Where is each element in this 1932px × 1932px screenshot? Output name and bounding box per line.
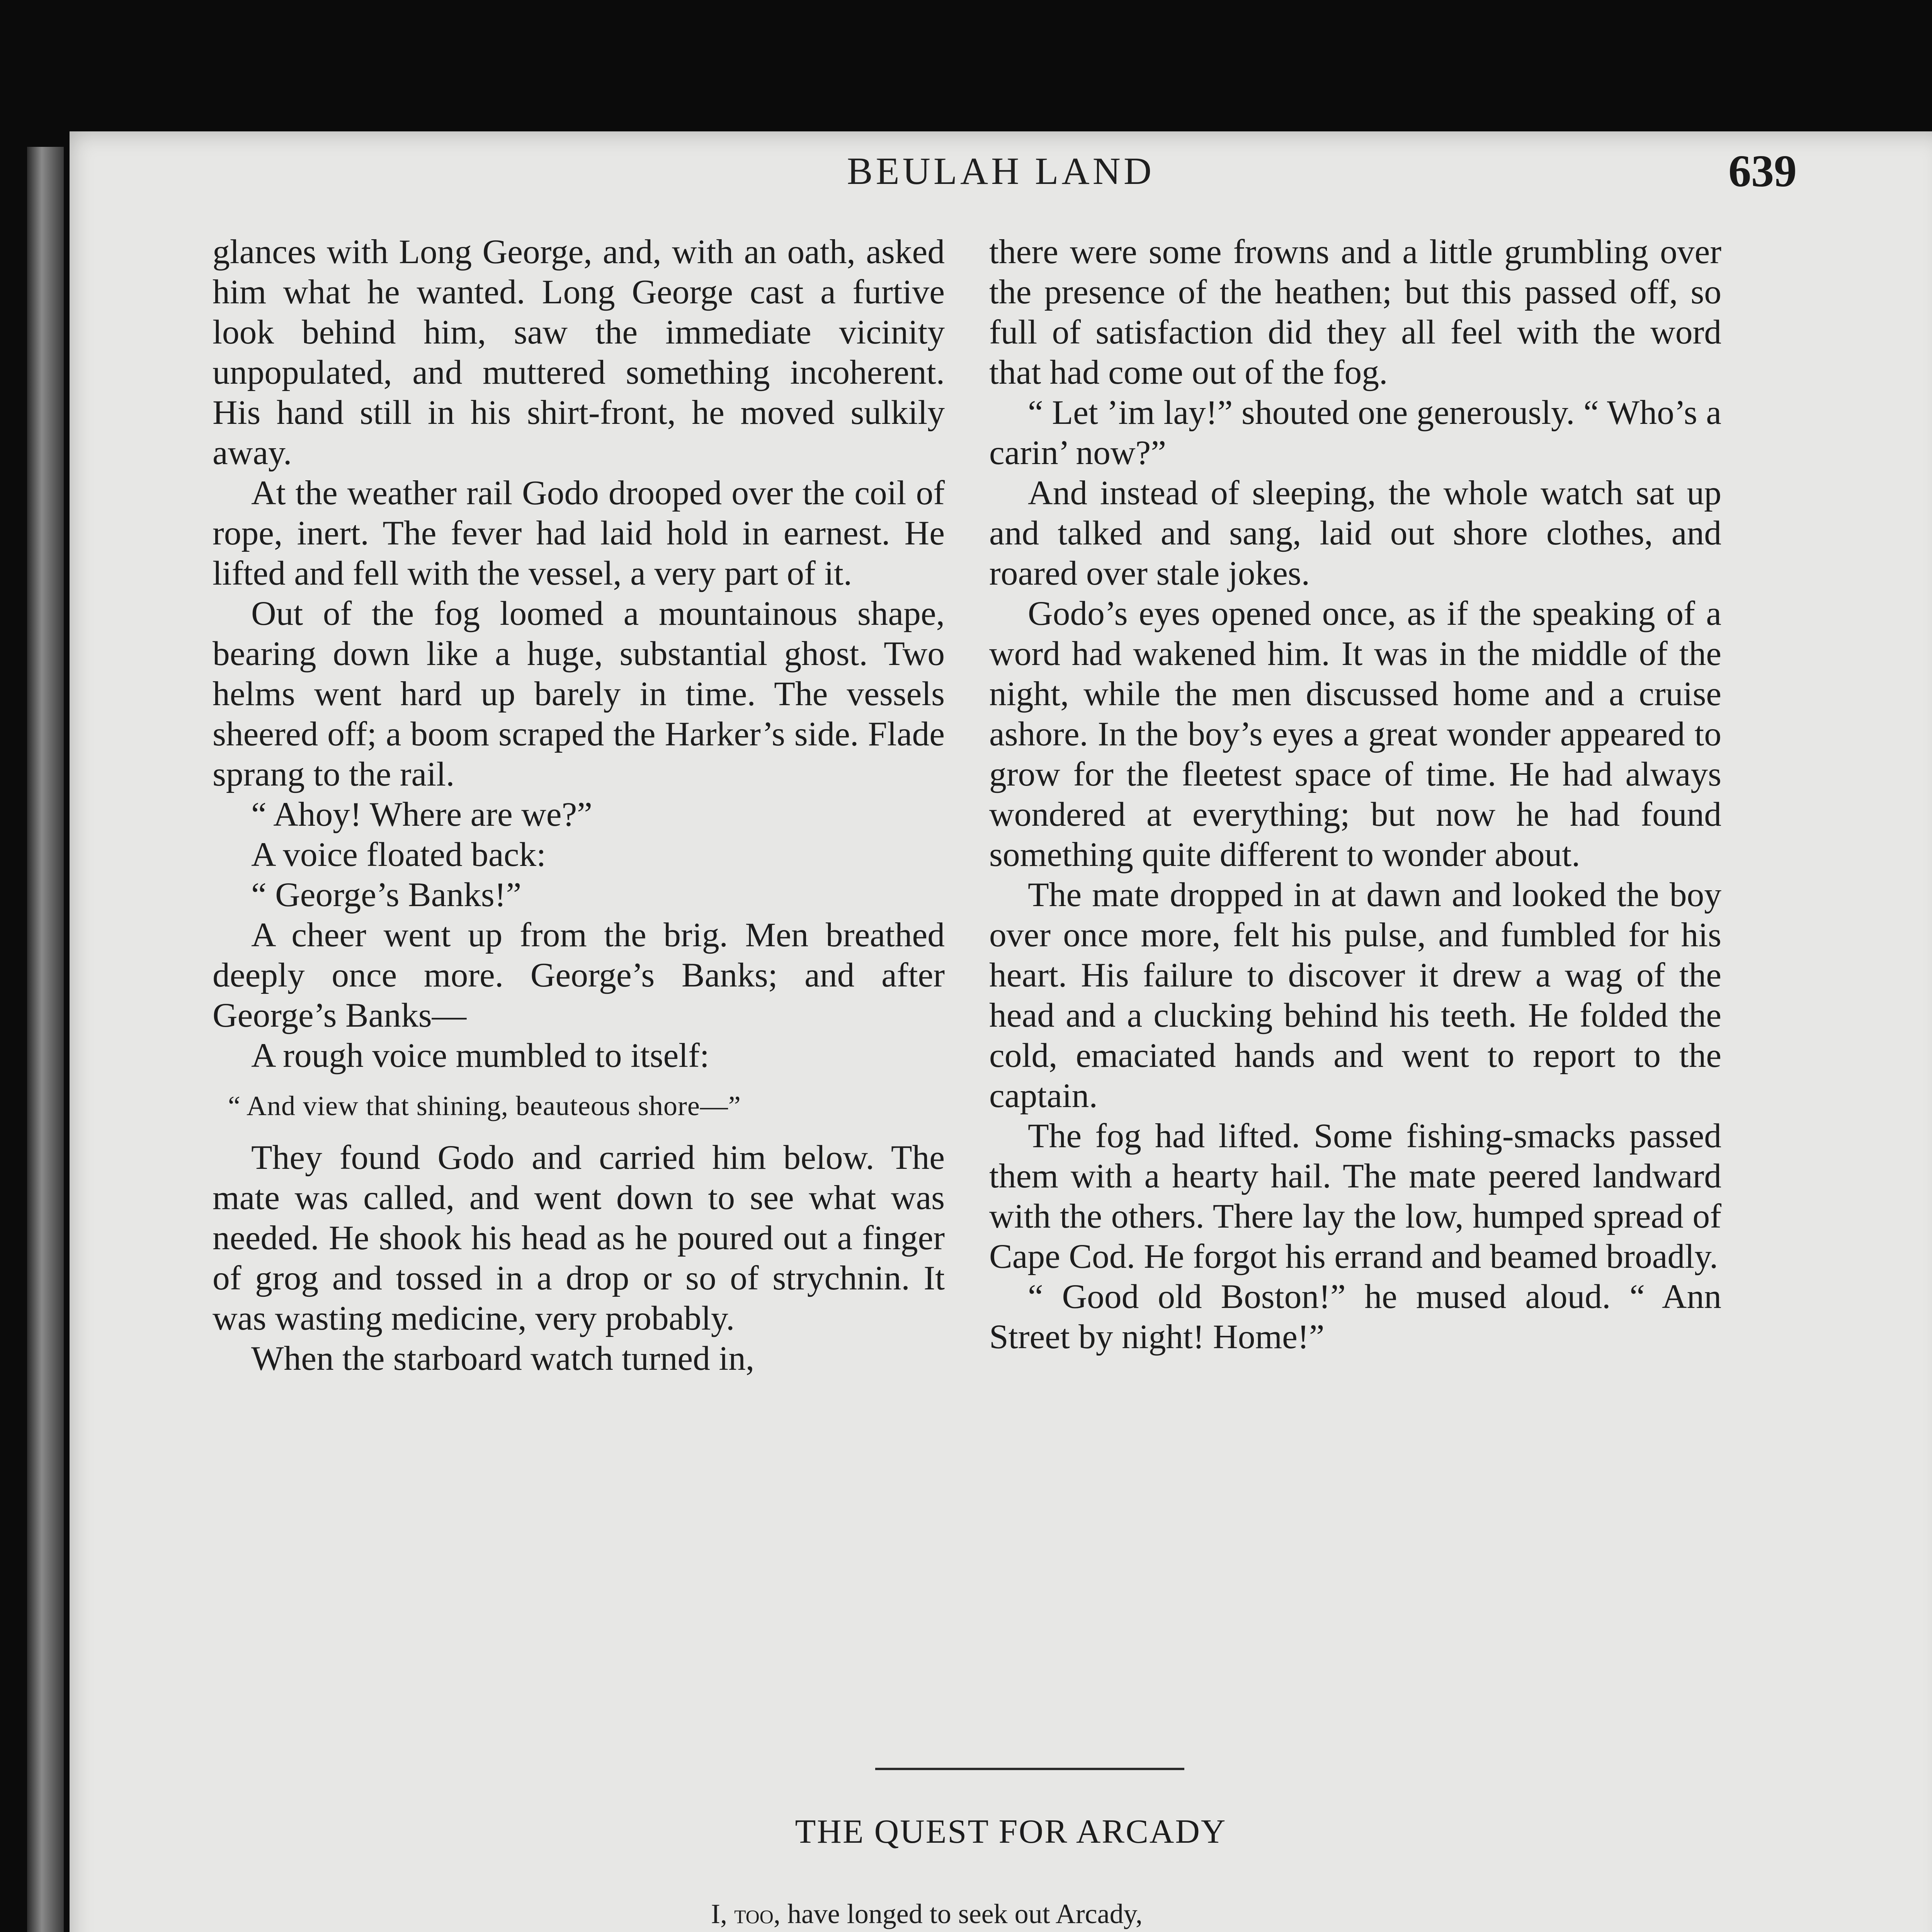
paragraph: “ Let ’im lay!” shouted one generously. “ Who’s a carin’ now?” (989, 393, 1721, 472)
paragraph: A cheer went up from the brig. Men breathed deeply once more. George’s Banks; and after George’s Banks— (213, 916, 945, 1034)
paragraph: And instead of sleeping, the whole watch sat up and talked and sang, laid out shore clothes, and roared over stale jokes. (989, 474, 1721, 592)
paragraph: A voice floated back: (251, 835, 546, 874)
section-divider (875, 1768, 1184, 1770)
story-right-column (989, 232, 1721, 1357)
paragraph: “ Ahoy! Where are we?” (251, 795, 592, 833)
story-left-column (213, 232, 945, 1379)
stanza (711, 1893, 1754, 1932)
paragraph: A rough voice mumbled to itself: (251, 1036, 709, 1075)
first-word: I, (711, 1898, 727, 1929)
first-word-smallcaps: too, (734, 1898, 781, 1929)
page-edge (27, 147, 64, 1932)
running-title: BEULAH LAND (847, 150, 1155, 192)
paragraph: glances with Long George, and, with an oath, asked him what he wanted. Long George cast a furtive look behind him, saw the immediate vicinity unpopulated, and muttered something incoherent. His hand still in his shirt-front, he moved sulkily away. (213, 233, 945, 472)
paragraph: When the starboard watch turned in, (251, 1339, 755, 1378)
first-line-rest: have longed to seek out Arcady, (780, 1898, 1143, 1929)
paragraph: The fog had lifted. Some fishing-smacks passed them with a hearty hail. The mate peered landward with the others. There lay the low, humped spread of Cape Cod. He forgot his errand and beamed broadly. (989, 1117, 1721, 1276)
poem (711, 1893, 1754, 1932)
paragraph: The mate dropped in at dawn and looked the boy over once more, felt his pulse, and fumbled for his heart. His failure to discover it drew a wag of the head and a clucking behind his teeth. He folded the cold, emaciated hands and went to report to the captain. (989, 876, 1721, 1115)
poem-title: THE QUEST FOR ARCADY (795, 1813, 1227, 1850)
paragraph: They found Godo and carried him below. The mate was called, and went down to see what was needed. He shook his head as he poured out a finger of grog and tossed in a drop or so of strychnin. It was wasting medicine, very probably. (213, 1138, 945, 1337)
running-head (205, 146, 1797, 211)
paragraph: “ George’s Banks!” (251, 876, 522, 914)
paragraph: Out of the fog loomed a mountainous shape, bearing down like a huge, substantial ghost. Two helms went hard up barely in time. The vessels sheered off; a boom scraped the Harker’s side. Flade sprang to the rail. (213, 594, 945, 793)
song-quote: “ And view that shining, beauteous shore—” (228, 1090, 741, 1121)
page-number: 639 (1728, 146, 1797, 196)
paragraph: At the weather rail Godo drooped over the coil of rope, inert. The fever had laid hold in earnest. He lifted and fell with the vessel, a very part of it. (213, 474, 945, 592)
poem-line (711, 1893, 1754, 1932)
paragraph: Godo’s eyes opened once, as if the speaking of a word had wakened him. It was in the middle of the night, while the men discussed home and a cruise ashore. In the boy’s eyes a great wonder appeared to grow for the fleetest space of time. He had always wondered at everything; but now he had found something quite different to wonder about. (989, 594, 1721, 874)
paragraph: there were some frowns and a little grumbling over the presence of the heathen; but this passed off, so full of satisfaction did they all feel with the word that had come out of the fog. (989, 233, 1721, 391)
paragraph: “ Good old Boston!” he mused aloud. “ Ann Street by night! Home!” (989, 1277, 1721, 1356)
